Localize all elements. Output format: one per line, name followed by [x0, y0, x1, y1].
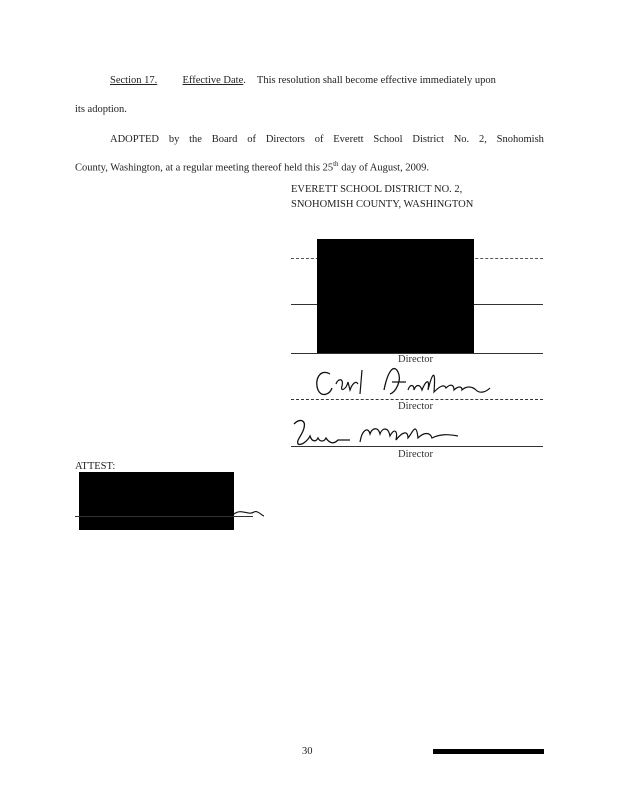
- adopted-line-2: [75, 158, 429, 175]
- word: District: [412, 134, 444, 145]
- section-text-2: its adoption.: [75, 104, 127, 115]
- word: Board: [211, 134, 238, 145]
- attest-signature-line: [75, 516, 253, 517]
- word: Directors: [265, 134, 305, 145]
- section-number: Section 17.: [110, 75, 158, 86]
- district-name: EVERETT SCHOOL DISTRICT NO. 2,: [291, 184, 463, 195]
- section-title: Effective Date: [182, 75, 244, 86]
- section-17-line: Section 17. Effective Date. This resolution shall become effective immediately upon: [110, 75, 496, 86]
- director-label-3: Director: [398, 449, 433, 460]
- adopted-line-1: [110, 134, 544, 146]
- word: ADOPTED: [110, 134, 159, 145]
- page-number: 30: [302, 746, 313, 757]
- word: by: [168, 134, 180, 145]
- word: No.: [453, 134, 470, 145]
- adopted-text: County, Washington, at a regular meeting thereof held this 25: [75, 162, 334, 174]
- director-label-1: Director: [398, 354, 433, 365]
- word: Snohomish: [496, 134, 544, 145]
- word: School: [373, 134, 403, 145]
- signature-tail: [232, 506, 266, 520]
- signature-line-4: [291, 399, 543, 400]
- ordinal-suffix: th: [333, 160, 339, 168]
- attest-label: ATTEST:: [75, 461, 116, 472]
- word: Everett: [333, 134, 364, 145]
- district-county: SNOHOMISH COUNTY, WASHINGTON: [291, 199, 474, 210]
- handwritten-signature-carol-andrews: [310, 360, 500, 402]
- word: 2,: [478, 134, 487, 145]
- section-text-1: This resolution shall become effective immediately upon: [256, 75, 496, 86]
- director-label-2: Director: [398, 401, 433, 412]
- footer-bar: [433, 749, 544, 754]
- signature-line-5: [291, 446, 543, 447]
- redaction-box-directors: [317, 239, 474, 354]
- word: of: [247, 134, 256, 145]
- word: of: [314, 134, 324, 145]
- redaction-box-attest: [79, 472, 234, 530]
- word: the: [189, 134, 202, 145]
- adopted-date: day of August, 2009.: [341, 162, 429, 174]
- handwritten-signature-director-3: [290, 414, 470, 450]
